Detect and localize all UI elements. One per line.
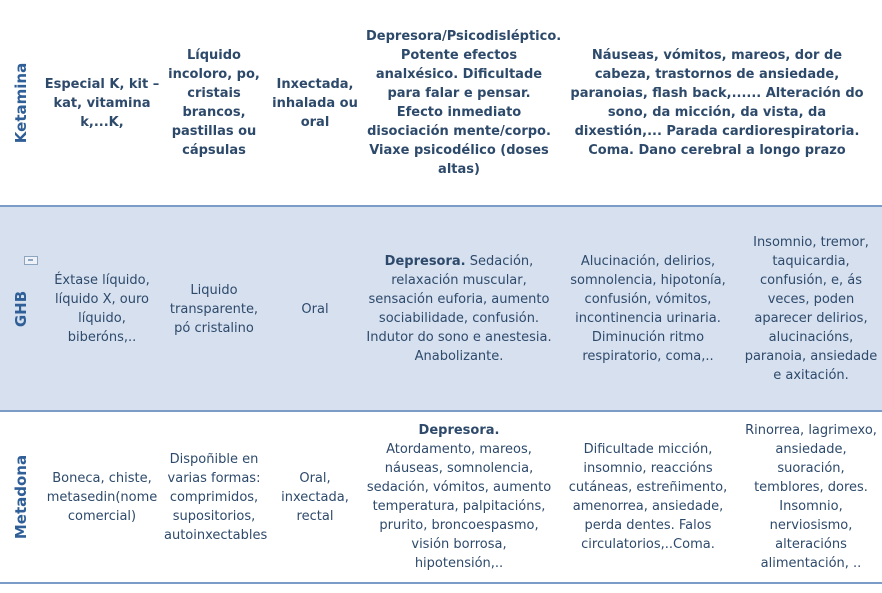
row-name-cell xyxy=(0,206,42,412)
effects-text: Atordamento, mareos, náuseas, somnolencia, sedación, vómitos, aumento temperatura, palpitacións, prurito, broncoespasmo, visión borrosa, hipotensión,.. xyxy=(366,442,552,571)
effects-cell xyxy=(364,421,554,573)
effects-text: Sedación, relaxación muscular, sensación euforia, aumento sociabilidade, confusión. Indutor do sono e anestesia. Anabolizante. xyxy=(366,254,552,364)
row-name: GHB xyxy=(12,290,30,328)
table-row xyxy=(0,206,882,412)
row-name-cell xyxy=(0,412,42,582)
aliases-cell: Especial K, kit – kat, vitamina k,...K, xyxy=(44,76,160,130)
effects-lead: Depresora. xyxy=(384,254,466,269)
effects-lead: Depresora. xyxy=(418,423,500,438)
table-row xyxy=(0,0,882,206)
row-divider xyxy=(0,410,882,412)
row-name: Ketamina xyxy=(12,62,30,144)
effects-cell xyxy=(364,252,554,366)
route-cell: Oral, inxectada, rectal xyxy=(281,470,349,524)
small-placeholder-icon xyxy=(24,256,38,265)
risks-cell: Dificultade micción, insomnio, reaccións cutáneas, estreñimento, amenorrea, ansiedade, perda dentes. Falos circulatorios,..Coma. xyxy=(568,442,728,552)
form-cell: Líquido incoloro, po, cristais brancos, pastillas ou cápsulas xyxy=(168,48,260,158)
row-divider xyxy=(0,205,882,207)
extra-cell: Rinorrea, lagrimexo, ansiedade, suoración, temblores, dores. Insomnio, nerviosismo, alteracións alimentación, .. xyxy=(745,423,877,571)
row-name-cell xyxy=(0,0,42,206)
risks-cell: Alucinación, delirios, somnolencia, hipotonía, confusión, vómitos, incontinencia urinaria. Diminución ritmo respiratorio, coma,.. xyxy=(570,254,726,364)
table-row xyxy=(0,412,882,582)
row-divider xyxy=(0,582,882,584)
aliases-cell: Boneca, chiste, metasedin(nome comercial) xyxy=(46,470,158,524)
row-name: Metadona xyxy=(12,454,30,540)
form-cell: Liquido transparente, pó cristalino xyxy=(169,282,259,336)
risks-cell: Náuseas, vómitos, mareos, dor de cabeza, trastornos de ansiedade, paranoias, flash back,...... Alteración do sono, da micción, da vista, da dixestión,... Parada cardiorespiratoria. Coma. Dano cerebral a longo prazo xyxy=(570,48,864,158)
effects-cell: Depresora/Psicodisléptico. Potente efectos analxésico. Dificultade para falar e pensar. Efecto inmediato disociación mente/corpo. Viaxe psicodélico (doses altas) xyxy=(366,29,562,177)
extra-cell: Insomnio, tremor, taquicardia, confusión, e, ás veces, poden aparecer delirios, alucinacións, paranoia, ansiedade e axitación. xyxy=(744,235,878,383)
aliases-cell: Éxtase líquido, líquido X, ouro líquido, biberóns,.. xyxy=(54,273,150,345)
route-cell: Oral xyxy=(301,301,329,317)
form-cell: Dispoñible en varias formas: comprimidos, supositorios, autoinxectables xyxy=(164,451,268,543)
route-cell: Inxectada, inhalada ou oral xyxy=(272,76,358,130)
